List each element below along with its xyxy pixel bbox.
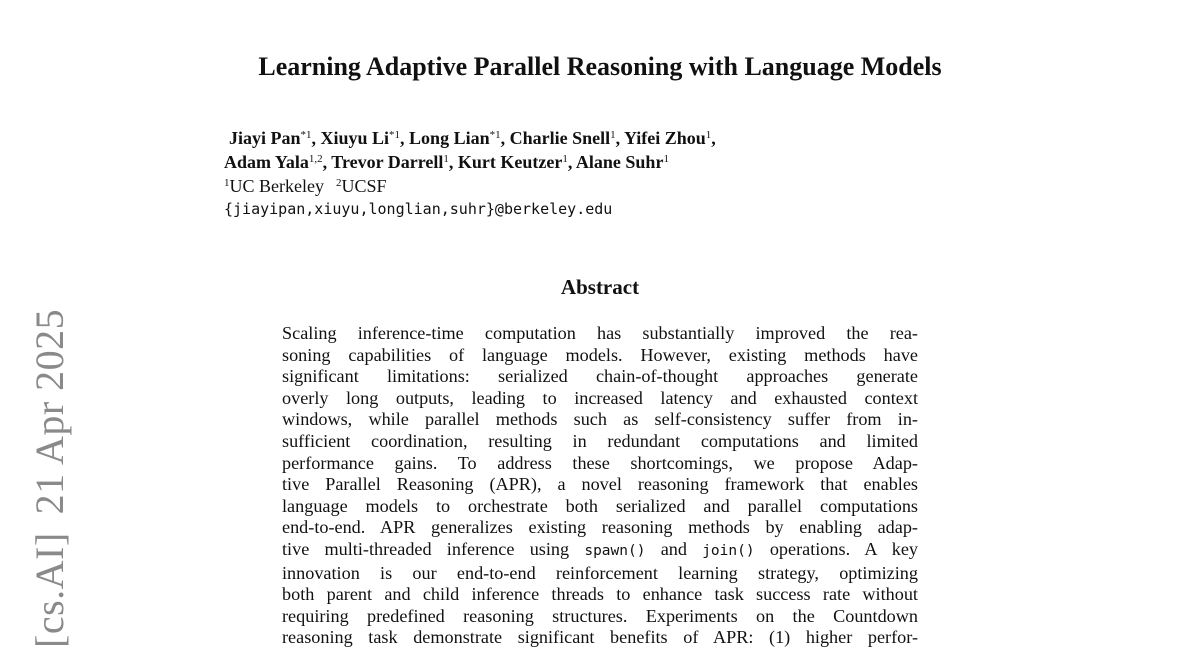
author-mark: 1,2 (308, 153, 323, 165)
abstract-line: sufficient coordination, resulting in redundant computations and limited (282, 430, 918, 451)
author-mark: *1 (389, 129, 401, 141)
author-mark: 1 (663, 153, 669, 165)
abstract-line: windows, while parallel methods such as self-consistency suffer from in- (282, 409, 918, 430)
author-mark: 1 (562, 153, 568, 165)
abstract-line: requiring predefined reasoning structures. Experiments on the Countdown (282, 605, 918, 626)
author: Yifei Zhou (623, 128, 706, 148)
author-mark: 1 (705, 129, 712, 141)
abstract-line: both parent and child inference threads to enhance task success rate without (282, 584, 918, 605)
author: Jiayi Pan (229, 128, 301, 148)
abstract-line: performance gains. To address these shortcomings, we propose Adap- (282, 452, 918, 473)
author-line-2: Adam Yala$^{1,2}$, Trevor Darrell$^1$, Kurt Keutzer$^1$, Alane Suhr$^1$ (224, 152, 669, 172)
abstract-line: tive Parallel Reasoning (APR), a novel reasoning framework that enables (282, 474, 918, 495)
abstract-line: innovation is our end-to-end reinforcement learning strategy, optimizing (282, 562, 918, 583)
abstract-heading: Abstract (560, 275, 640, 299)
abstract-line: reasoning task demonstrate significant benefits of APR: (1) higher perfor- (282, 627, 918, 648)
affiliation-mark: 2 (335, 177, 342, 189)
author: Alane Suhr (575, 152, 664, 172)
author-line-1: Jiayi Pan$^{*1}$, Xiuyu Li$^{*1}$, Long Lian$^{*1}$, Charlie Snell$^1$, Yifei Zhou$^1$, (229, 128, 716, 148)
arxiv-stamp (27, 308, 72, 648)
abstract-text: tive multi-threaded inference using (282, 538, 585, 559)
abstract-line: overly long outputs, leading to increased latency and exhausted context (282, 387, 918, 408)
abstract-line: language models to orchestrate both serialized and parallel computations (282, 495, 918, 516)
author: Xiuyu Li (320, 128, 390, 148)
author: Adam Yala (224, 152, 309, 172)
author: Trevor Darrell (331, 152, 444, 172)
abstract-line: end-to-end. APR generalizes existing reasoning methods by enabling adap- (282, 517, 918, 538)
author: Long Lian (409, 128, 490, 148)
abstract-text: and (645, 538, 703, 559)
arxiv-category: [cs.AI] (27, 532, 72, 648)
author-email: {jiayipan,xiuyu,longlian,suhr}@berkeley.edu (224, 200, 613, 218)
author-mark: 1 (610, 129, 616, 141)
affiliations (224, 174, 716, 198)
abstract-line: Scaling inference-time computation has substantially improved the rea- (282, 323, 918, 343)
abstract-line: significant limitations: serialized chain-of-thought approaches generate (282, 366, 918, 387)
author-mark: *1 (300, 129, 312, 141)
paper-title: Learning Adaptive Parallel Reasoning with Language Models (258, 52, 942, 81)
author-mark: *1 (489, 129, 501, 141)
code-join: join() (702, 542, 755, 559)
author: Kurt Keutzer (457, 152, 563, 172)
author-mark: 1 (443, 153, 449, 165)
abstract-text: operations. A key (754, 538, 918, 559)
affiliation: UCSF (341, 176, 387, 196)
abstract-line: soning capabilities of language models. However, existing methods have (282, 344, 918, 365)
affiliation-mark: 1 (224, 177, 230, 189)
author-block (224, 126, 716, 220)
affiliation: UC Berkeley (229, 176, 324, 196)
abstract-body (282, 323, 922, 648)
abstract-line-with-code (282, 539, 918, 563)
code-spawn: spawn() (584, 542, 646, 559)
author: Charlie Snell (509, 128, 611, 148)
arxiv-date: 21 Apr 2025 (27, 308, 72, 515)
